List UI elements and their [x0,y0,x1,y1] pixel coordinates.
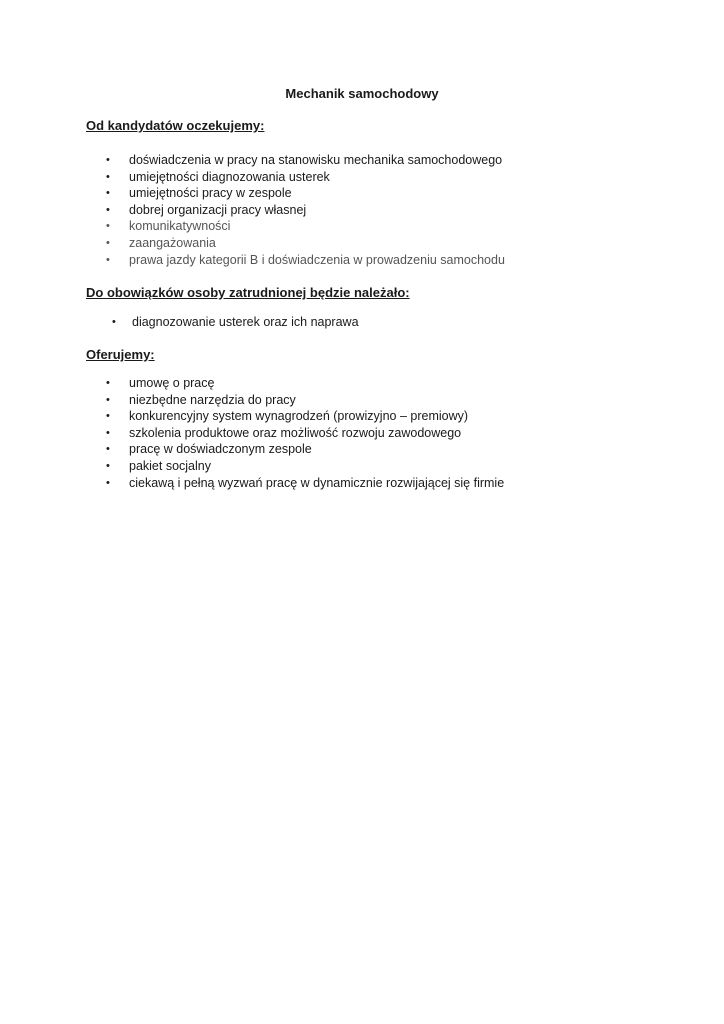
requirements-list [0,152,505,268]
list-item [0,185,505,202]
bullet-icon: • [112,316,116,328]
bullet-icon: • [106,154,110,166]
list-item [0,235,505,252]
bullet-icon: • [106,187,110,200]
list-item-text: dobrej organizacji pracy własnej [129,202,307,217]
bullet-icon: • [106,459,110,472]
list-item-text: niezbędne narzędzia do pracy [129,392,296,407]
list-item [0,458,504,475]
bullet-icon: • [106,377,110,389]
bullet-icon: • [106,170,110,183]
list-item [0,202,505,219]
section-heading-requirements: Od kandydatów oczekujemy: [86,118,265,133]
list-item [0,392,504,409]
bullet-icon: • [106,203,110,216]
list-item-text: doświadczenia w pracy na stanowisku mechanika samochodowego [129,153,503,167]
list-item [0,441,504,458]
list-item-text: diagnozowanie usterek oraz ich naprawa [132,315,359,329]
list-item-text: umiejętności diagnozowania usterek [129,169,330,184]
offer-list [0,375,504,491]
list-item [0,314,359,331]
list-item [0,152,505,169]
section-heading-duties: Do obowiązków osoby zatrudnionej będzie należało: [86,285,410,300]
list-item-text: umowę o pracę [129,376,215,390]
bullet-icon: • [106,253,110,266]
list-item-text: pracę w doświadczonym zespole [129,442,312,457]
duties-list [0,314,359,331]
list-item [0,169,505,186]
bullet-icon: • [106,410,110,423]
list-item-text: pakiet socjalny [129,458,211,473]
bullet-icon: • [106,476,110,489]
list-item-text: prawa jazdy kategorii B i doświadczenia w prowadzeniu samochodu [129,252,505,267]
bullet-icon: • [106,393,110,406]
list-item [0,408,504,425]
bullet-icon: • [106,236,110,249]
bullet-icon: • [106,443,110,456]
bullet-icon: • [106,220,110,233]
list-item [0,425,504,442]
list-item-text: konkurencyjny system wynagrodzeń (prowizyjno – premiowy) [129,409,469,424]
list-item [0,475,504,492]
list-item-text: umiejętności pracy w zespole [129,186,292,201]
list-item-text: zaangażowania [129,235,216,250]
section-heading-offer: Oferujemy: [86,347,155,362]
list-item-text: ciekawą i pełną wyzwań pracę w dynamicznie rozwijającej się firmie [129,475,505,490]
list-item-text: komunikatywności [129,219,231,234]
list-item [0,218,505,235]
list-item-text: szkolenia produktowe oraz możliwość rozwoju zawodowego [129,425,462,440]
bullet-icon: • [106,426,110,439]
list-item [0,375,504,392]
list-item [0,252,505,269]
document-title: Mechanik samochodowy [285,86,439,101]
